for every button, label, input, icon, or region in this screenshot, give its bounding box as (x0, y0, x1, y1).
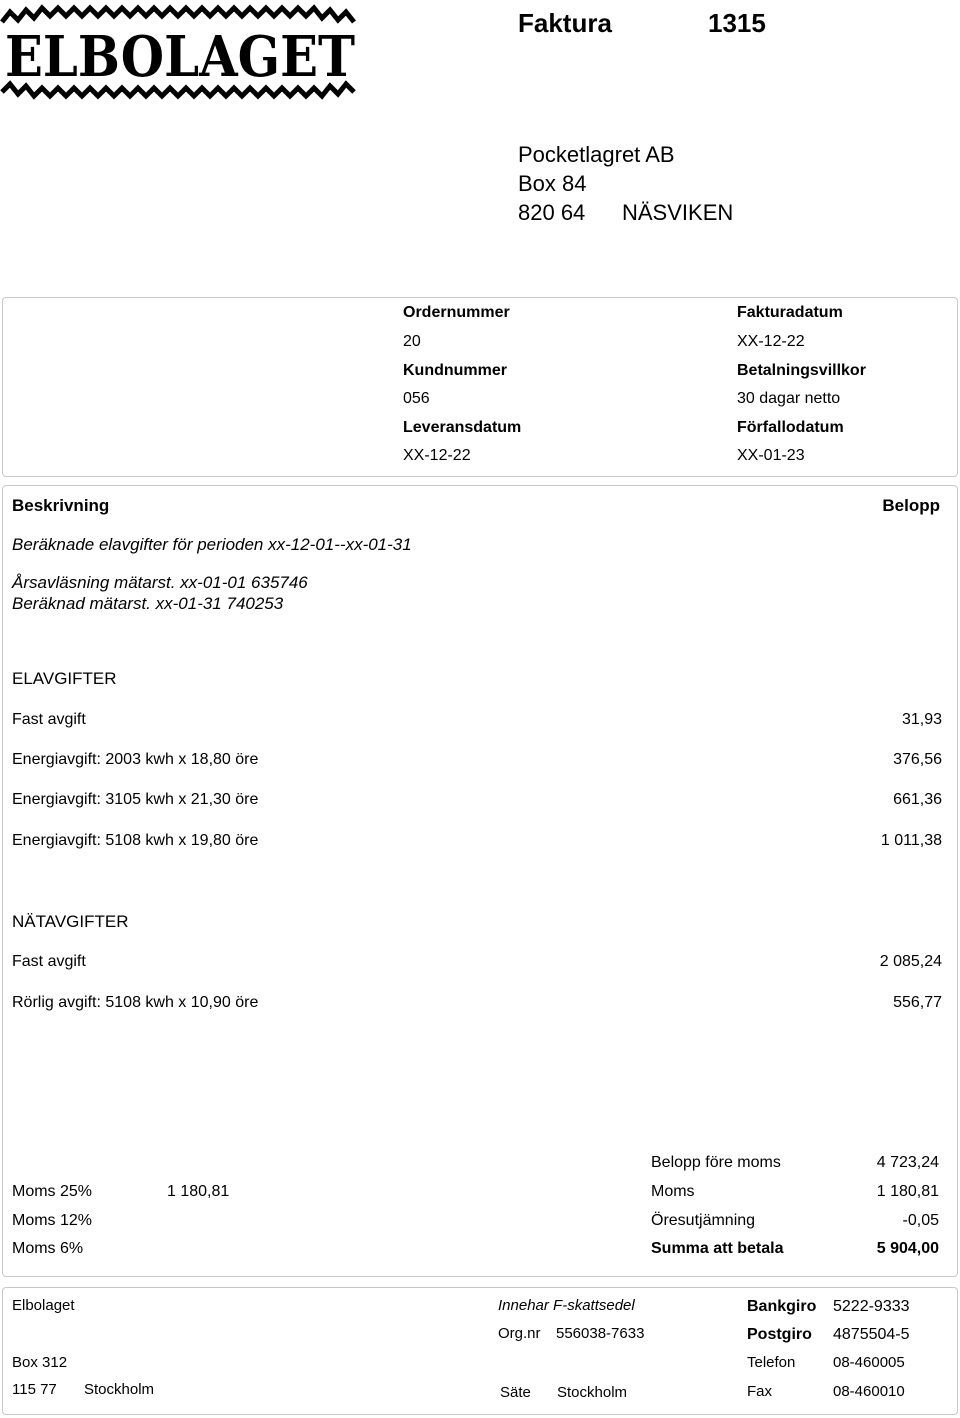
billing-period: Beräknade elavgifter för perioden xx-12-01--xx-01-31 (12, 535, 412, 554)
vat-rate-value: 1 180,81 (167, 1183, 230, 1200)
meter-reading-end: Beräknad mätarst. xx-01-31 740253 (12, 594, 284, 613)
tax-registration-note: Innehar F-skattsedel (498, 1297, 635, 1314)
invoice-number: 1315 (708, 8, 766, 38)
line-item-amount: 2 085,24 (879, 953, 942, 970)
vat-total-value: 1 180,81 (876, 1183, 939, 1200)
invoice-title: Faktura (518, 8, 612, 38)
order-number-label: Ordernummer (403, 304, 510, 321)
vat-total-label: Moms (651, 1183, 695, 1200)
amount-before-vat-value: 4 723,24 (876, 1154, 939, 1171)
line-item-amount: 1 011,38 (880, 832, 942, 849)
recipient-box: Box 84 (518, 171, 587, 196)
recipient-name: Pocketlagret AB (518, 142, 675, 167)
line-item-amount: 556,77 (893, 994, 942, 1011)
due-date-label: Förfallodatum (737, 419, 844, 436)
seat-label: Säte (500, 1384, 531, 1401)
vat-rate-label: Moms 6% (12, 1240, 84, 1257)
fax-label: Fax (747, 1383, 773, 1400)
order-number-value: 20 (403, 333, 421, 350)
payment-terms-label: Betalningsvillkor (737, 362, 866, 379)
phone-label: Telefon (747, 1354, 796, 1371)
delivery-date-value: XX-12-22 (403, 447, 471, 464)
recipient-zip: 820 64 (518, 200, 586, 225)
line-item-label: Energiavgift: 3105 kwh x 21,30 öre (12, 791, 259, 808)
svg-text:ELBOLAGET: ELBOLAGET (5, 24, 356, 90)
footer-zip: 115 77 (12, 1381, 57, 1398)
footer-city: Stockholm (84, 1381, 155, 1398)
total-due-value: 5 904,00 (876, 1240, 939, 1257)
line-item-label: Energiavgift: 5108 kwh x 19,80 öre (12, 832, 259, 849)
bankgiro-value: 5222-9333 (833, 1298, 910, 1315)
org-number-value: 556038-7633 (556, 1325, 645, 1342)
section-title-network: NÄTAVGIFTER (12, 912, 129, 931)
line-item-amount: 376,56 (893, 751, 942, 768)
line-item-label: Energiavgift: 2003 kwh x 18,80 öre (12, 751, 259, 768)
payment-terms-value: 30 dagar netto (737, 390, 841, 407)
company-logo (0, 0, 364, 104)
line-item-amount: 661,36 (893, 791, 942, 808)
delivery-date-label: Leveransdatum (403, 419, 522, 436)
line-item-label: Fast avgift (12, 711, 86, 728)
vat-rate-label: Moms 25% (12, 1183, 93, 1200)
customer-number-value: 056 (403, 390, 430, 407)
seat-value: Stockholm (557, 1384, 628, 1401)
line-item-label: Fast avgift (12, 953, 86, 970)
vat-rate-label: Moms 12% (12, 1212, 93, 1229)
invoice-meta-box (2, 297, 958, 477)
postgiro-value: 4875504-5 (833, 1326, 910, 1343)
meter-reading-start: Årsavläsning mätarst. xx-01-01 635746 (12, 573, 308, 592)
recipient-city: NÄSVIKEN (622, 200, 734, 225)
section-title-electricity: ELAVGIFTER (12, 669, 117, 688)
line-item-label: Rörlig avgift: 5108 kwh x 10,90 öre (12, 994, 259, 1011)
amount-before-vat-label: Belopp före moms (651, 1154, 781, 1171)
footer-box-address: Box 312 (12, 1354, 68, 1371)
customer-number-label: Kundnummer (403, 362, 507, 379)
fax-value: 08-460010 (833, 1383, 905, 1400)
line-item-amount: 31,93 (901, 711, 942, 728)
footer-company: Elbolaget (12, 1297, 75, 1314)
phone-value: 08-460005 (833, 1354, 905, 1371)
bankgiro-label: Bankgiro (747, 1298, 817, 1315)
rounding-label: Öresutjämning (651, 1212, 756, 1229)
invoice-date-label: Fakturadatum (737, 304, 843, 321)
due-date-value: XX-01-23 (737, 447, 805, 464)
rounding-value: -0,05 (902, 1212, 939, 1229)
total-due-label: Summa att betala (651, 1240, 784, 1257)
org-number-label: Org.nr (498, 1325, 541, 1342)
description-header: Beskrivning (12, 496, 110, 515)
postgiro-label: Postgiro (747, 1326, 812, 1343)
invoice-date-value: XX-12-22 (737, 333, 805, 350)
amount-header: Belopp (882, 496, 940, 515)
